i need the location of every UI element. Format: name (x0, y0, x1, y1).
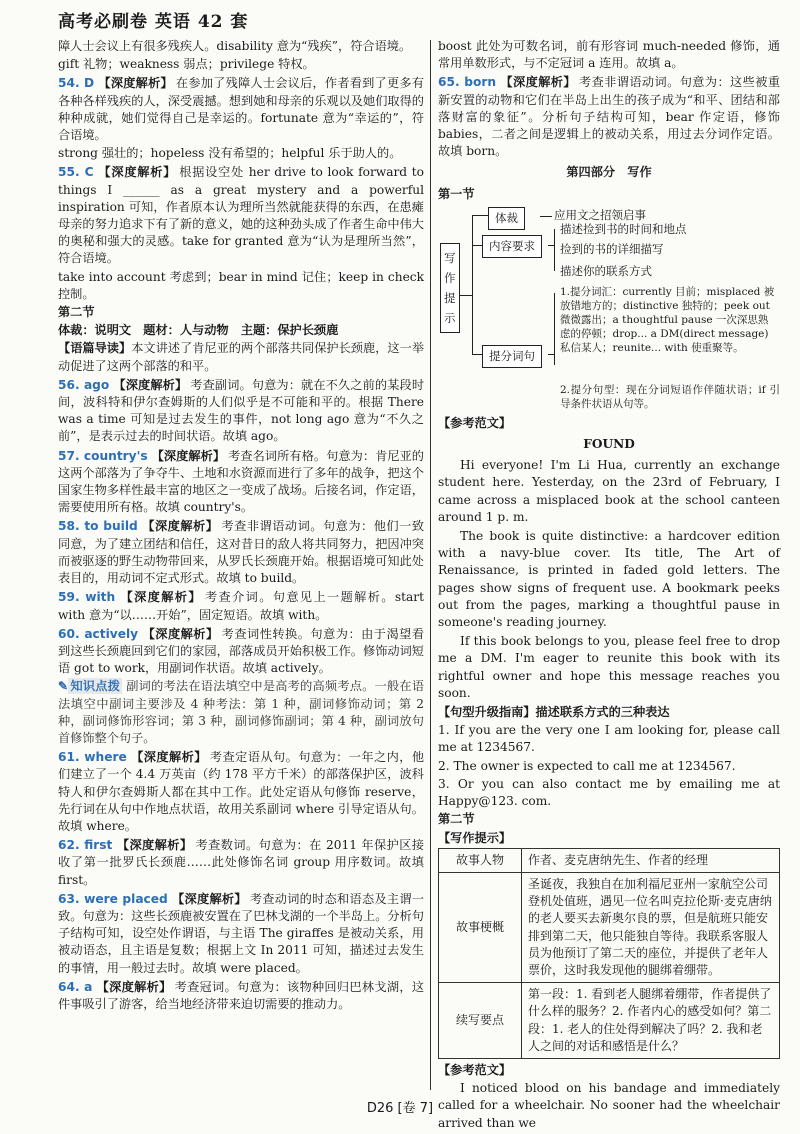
section-heading: 第一节 (438, 186, 475, 201)
answer-57: 57. country's 【深度解析】 考查名词所有格。句意为：肯尼亚的这两个部落为了争夺牛、土地和水资源而进行了多年的战争，把这个国家生物多样性最丰富的地区之一变成了战场。后接名词，作定语，需要使用所有格。故填 country's。 (58, 448, 424, 515)
answer-54: 54. D 【深度解析】 在参加了残障人士会议后，作者看到了更多有各种各样残疾的人，深受震撼。想到她和母亲的乐观以及她们取得的种种成就，她们觉得自己是幸运的。fortunate 意为“幸运的”，符合语境。 (58, 76, 425, 143)
mindmap (438, 207, 780, 377)
mindmap-requirements-box: 内容要求 (482, 235, 542, 258)
table-cell: 作者、麦克唐纳先生、作者的经理 (522, 848, 780, 872)
upgrade-item: 3. Or you can also contact me by emailing me at Happy@123. com. (438, 776, 780, 809)
intro-line: 障人士会议上有很多残疾人。disability 意为“残疾”，符合语境。 (58, 39, 412, 53)
essay-paragraph: Hi everyone! I'm Li Hua, currently an exchange student here. Yesterday, on the 23rd of February, I came across a misplaced book at the school canteen around 1 p. m. (438, 458, 780, 524)
reference-label: 【参考范文】 (438, 415, 512, 430)
intro-line: gift 礼物；weakness 弱点；privilege 特权。 (58, 57, 315, 72)
answer-58: 58. to build 【深度解析】 考查非谓语动词。句意为：他们一致同意，为了建立团结和信任，这对昔日的敌人将共同努力，把因冲突而被驱逐的野生动物带回来，从罗氏长颈鹿开始。根据语境可知此处表目的，用动词不定式形式。故填 to build。 (58, 519, 425, 586)
hint-sentences: 2.提分句型：现在分词短语作伴随状语；if 引导条件状语从句等。 (560, 383, 780, 410)
upgrade-label: 【句型升级指南】描述联系方式的三种表达 (438, 705, 670, 720)
upgrade-item: 1. If you are the very one I am looking for, please call me at 1234567. (438, 723, 780, 755)
table-header-cell: 故事梗概 (439, 872, 522, 982)
answer-55: 55. C 【深度解析】 根据设空处 her drive to look forward to things I ______ as a great mystery and a powerful inspiration 可知，作者原本认为理所当然就能获得的东西，在患瘫母亲的努力追求下有了新的意义，她的这种劲头成了作者生命中伟大的奥秘和强大的灵感。take for granted 意为“认为是理所当然”，符合语境。 (58, 165, 425, 266)
genre-line: 体裁：说明文 题材：人与动物 主题：保护长颈鹿 (58, 323, 339, 338)
answer-59: 59. with 【深度解析】 考查介词。句意见上一题解析。start with 意为“以……开始”，固定短语。故填 with。 (58, 590, 424, 622)
answer-64: 64. a 【深度解析】 考查冠词。句意为：该物种回归巴林戈湖，这件事吸引了游客，给当地经济带来迫切需要的推动力。 (58, 979, 425, 1011)
reference-essay (438, 457, 780, 702)
essay-title: FOUND (583, 437, 635, 452)
requirement-item: 描述捡到书的时间和地点 (560, 221, 687, 236)
requirement-item: 描述你的联系方式 (560, 263, 652, 278)
hint-vocabulary: 1.提分词汇：currently 目前；misplaced 被放错地方的；distinctive 独特的；peek out 微微露出；a thoughtful pause 一次深思熟虑的停顿；drop... a DM(direct message) 私信某人；reunite... with 使重聚等。 (560, 285, 775, 354)
table-header-cell: 续写要点 (439, 983, 522, 1059)
part-heading: 第四部分 写作 (566, 165, 652, 180)
reference-label: 【参考范文】 (438, 1062, 512, 1077)
knowledge-tip: ✎ 知识点拨 副词的考法在语法填空中是高考的高频考点。一般在语法填空中副词主要涉及 4 种考法：第 1 种，副词修饰动词；第 2 种，副词修饰形容词；第 3 种，副词修饰副词；第 4 种，副词放句首修饰整个句子。 (58, 679, 425, 745)
page-header: 高考必刷卷 英语 42 套 (58, 12, 249, 32)
writing-tips-label: 【写作提示】 (438, 830, 512, 845)
column-divider (430, 40, 431, 1090)
essay-paragraph: If this book belongs to you, please feel free to drop me a DM. I'm eager to reunite this book with its rightful owner and hope this message reaches you soon. (438, 634, 780, 700)
answer-56: 56. ago 【深度解析】 考查副词。句意为：就在不久之前的某段时间，波科特和伊尔查姆斯的人们似乎是不可能和平的。根据 There was a time 可知是过去发生的事件，not long ago 意为“不久之前”，是表示过去的时间状语。故填 ago。 (58, 377, 425, 444)
section-heading: 第二节 (58, 305, 95, 320)
table-header-cell: 故事人物 (439, 848, 522, 872)
table-row (439, 872, 780, 982)
essay-paragraph: I noticed blood on his bandage and immediately called for a wheelchair. No sooner had the wheelchair arrived than we (438, 1081, 780, 1130)
answer-60: 60. actively 【深度解析】 考查词性转换。句意为：由于渴望看到这些长颈鹿回到它们的家园，部落成员开始积极工作。修饰动词短语 got to work，用副词作状语。故填 actively。 (58, 626, 425, 676)
left-column (58, 38, 424, 1014)
table-row (439, 983, 780, 1059)
requirement-item: 捡到的书的详细描写 (560, 241, 664, 256)
mindmap-hints-box: 提分词句 (482, 345, 542, 368)
right-column (438, 38, 780, 1134)
mindmap-genre-text: 应用文之招领启事 (554, 207, 646, 222)
table-cell: 圣诞夜，我独自在加利福尼亚州一家航空公司登机处值班，遇见一位名叫克拉伦斯·麦克唐纳的老人要买去新奥尔良的票，但是航班只能安排到第二天，他只能独自等待。我联系客服人员为他预订了第二天的座位，并提供了老年人票价，这时我发现他的腿绑着绷带。 (522, 872, 780, 982)
answer-55-note: take into account 考虑到；bear in mind 记住；keep in check 控制。 (58, 269, 424, 301)
mindmap-genre-box: 体裁 (488, 207, 525, 230)
table-cell: 第一段：1. 看到老人腿绑着绷带，作者提供了什么样的服务？2. 作者内心的感受如何？第二段：1. 老人的住处得到解决了吗？2. 我和老人之间的对话和感悟是什么？ (522, 983, 780, 1059)
mindmap-root: 写作提示 (440, 243, 460, 333)
upgrade-item: 2. The owner is expected to call me at 1234567. (438, 758, 736, 773)
answer-61: 61. where 【深度解析】 考查定语从句。句意为：一年之内，他们建立了一个 4.4 万英亩（约 178 平方千米）的部落保护区，波科特人和伊尔查姆斯人都在其中工作。此处定语从句修饰 reserve，先行词在从句中作地点状语，故用关系副词 where 引导定语从句。故填 where。 (58, 750, 425, 833)
page-footer: D26 [卷 7] (366, 1101, 434, 1116)
answer-64-cont: boost 此处为可数名词，前有形容词 much-needed 修饰，通常用单数形式，与不定冠词 a 连用。故填 a。 (438, 39, 780, 71)
essay-paragraph: The book is quite distinctive: a hardcover edition with a navy-blue cover. Its title, The Art of Renaissance, is printed in faded gold letters. The pages show signs of frequent use. A bookmark peeks out from the pages, marking a thoughtful pause in someone's reading journey. (438, 529, 780, 630)
answer-63: 63. were placed 【深度解析】 考查动词的时态和语态及主谓一致。句意为：这些长颈鹿被安置在了巴林戈湖的一个半岛上。分析句子结构可知，设空处作谓语，与主语 The giraffes 是被动关系，用被动语态，且主语是复数；根据上文 In 2011 可知，描述过去发生的事情，用一般过去时。故填 were placed。 (58, 891, 425, 975)
passage-guide: 【语篇导读】本文讲述了肯尼亚的两个部落共同保护长颈鹿，这一举动促进了这两个部落的和平。 (58, 341, 425, 373)
answer-62: 62. first 【深度解析】 考查数词。句意为：在 2011 年保护区接收了第一批罗氏长颈鹿……此处修饰名词 group 用序数词。故填 first。 (58, 838, 424, 887)
answer-54-note: strong 强壮的；hopeless 没有希望的；helpful 乐于助人的。 (58, 146, 402, 161)
section-heading: 第二节 (438, 812, 475, 827)
answer-65: 65. born 【深度解析】 考查非谓语动词。句意为：这些被重新安置的动物和它们在半岛上出生的孩子成为“和平、团结和部落财富的象征”。分析句子结构可知，bear 作定语，修饰 babies，二者之间是逻辑上的被动关系，用过去分词作定语。故填 born。 (438, 75, 781, 159)
table-row (439, 848, 780, 872)
writing-tips-table (438, 848, 780, 1059)
pencil-icon: ✎ (58, 679, 69, 694)
